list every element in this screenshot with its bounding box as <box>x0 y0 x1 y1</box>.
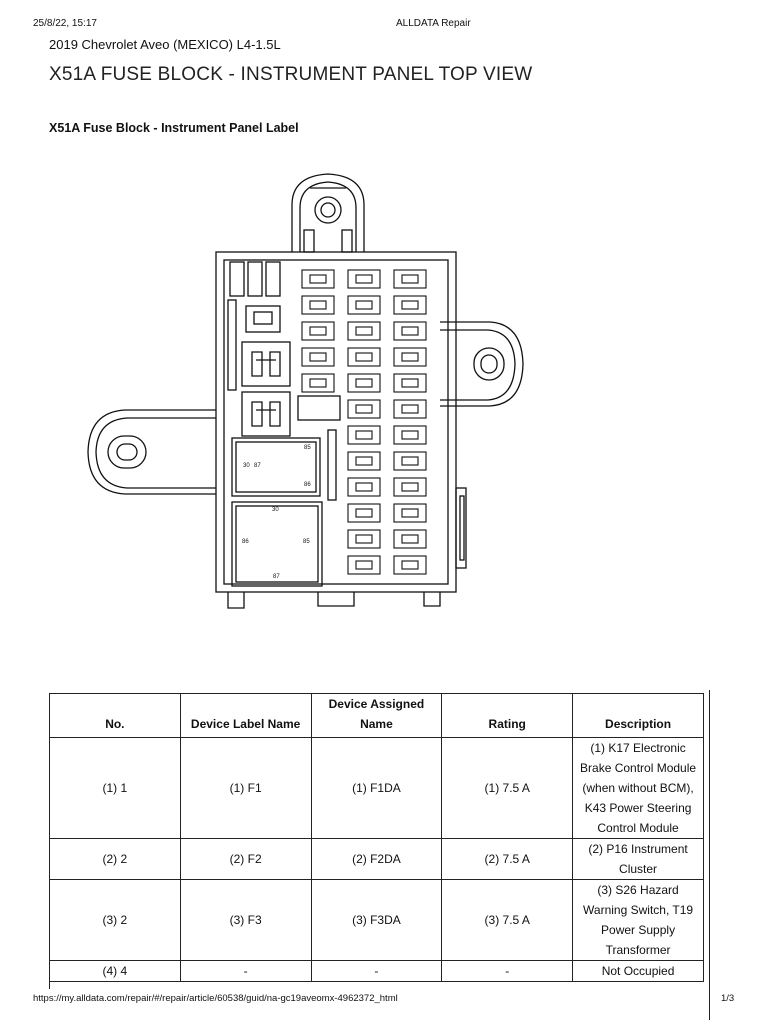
table-cell: (3) S26 Hazard Warning Switch, T19 Power Supply Transformer <box>573 880 704 961</box>
relay-terminal-label: 87 <box>254 463 261 469</box>
table-cell: (3) 2 <box>50 880 181 961</box>
page-number: 1/3 <box>721 993 735 1004</box>
table-cell: (3) F3 <box>180 880 311 961</box>
column-header-device-assigned: Device Assigned Name <box>311 694 442 738</box>
table-edge-line <box>49 975 50 989</box>
table-cell: - <box>442 961 573 982</box>
table-cell: Not Occupied <box>573 961 704 982</box>
table-cell: (1) K17 Electronic Brake Control Module (when without BCM), K43 Power Steering Control Module <box>573 738 704 839</box>
table-cell: (2) 7.5 A <box>442 839 573 880</box>
fuse-block-diagram <box>84 168 524 616</box>
table-cell: (2) F2DA <box>311 839 442 880</box>
relay-terminal-label: 85 <box>303 539 310 545</box>
page-title: X51A FUSE BLOCK - INSTRUMENT PANEL TOP VIEW <box>49 64 533 85</box>
fuse-table <box>49 693 704 982</box>
table-cell: - <box>180 961 311 982</box>
table-row <box>50 961 704 982</box>
relay-terminal-label: 30 <box>272 507 279 513</box>
table-edge-line <box>709 690 710 1020</box>
column-header-no: No. <box>50 694 181 738</box>
table-cell: (2) F2 <box>180 839 311 880</box>
table-row <box>50 880 704 961</box>
table-cell: (3) F3DA <box>311 880 442 961</box>
relay-terminal-label: 86 <box>304 482 311 488</box>
relay-terminal-label: 85 <box>304 445 311 451</box>
table-cell: (2) P16 Instrument Cluster <box>573 839 704 880</box>
table-cell: (1) 1 <box>50 738 181 839</box>
column-header-rating: Rating <box>442 694 573 738</box>
vehicle-title: 2019 Chevrolet Aveo (MEXICO) L4-1.5L <box>49 37 281 52</box>
table-cell: (3) 7.5 A <box>442 880 573 961</box>
table-row <box>50 738 704 839</box>
table-row <box>50 839 704 880</box>
table-cell: (2) 2 <box>50 839 181 880</box>
relay-terminal-label: 87 <box>273 574 280 580</box>
column-header-device-label: Device Label Name <box>180 694 311 738</box>
table-cell: (1) 7.5 A <box>442 738 573 839</box>
print-app-title: ALLDATA Repair <box>396 18 471 29</box>
table-header-row <box>50 694 704 738</box>
relay-terminal-label: 86 <box>242 539 249 545</box>
print-datetime: 25/8/22, 15:17 <box>33 18 97 29</box>
footer-url: https://my.alldata.com/repair/#/repair/article/60538/guid/na-gc19aveomx-4962372_html <box>33 993 398 1004</box>
table-cell: - <box>311 961 442 982</box>
table-cell: (4) 4 <box>50 961 181 982</box>
relay-terminal-label: 30 <box>243 463 250 469</box>
table-cell: (1) F1 <box>180 738 311 839</box>
column-header-description: Description <box>573 694 704 738</box>
section-title: X51A Fuse Block - Instrument Panel Label <box>49 121 299 135</box>
table-cell: (1) F1DA <box>311 738 442 839</box>
